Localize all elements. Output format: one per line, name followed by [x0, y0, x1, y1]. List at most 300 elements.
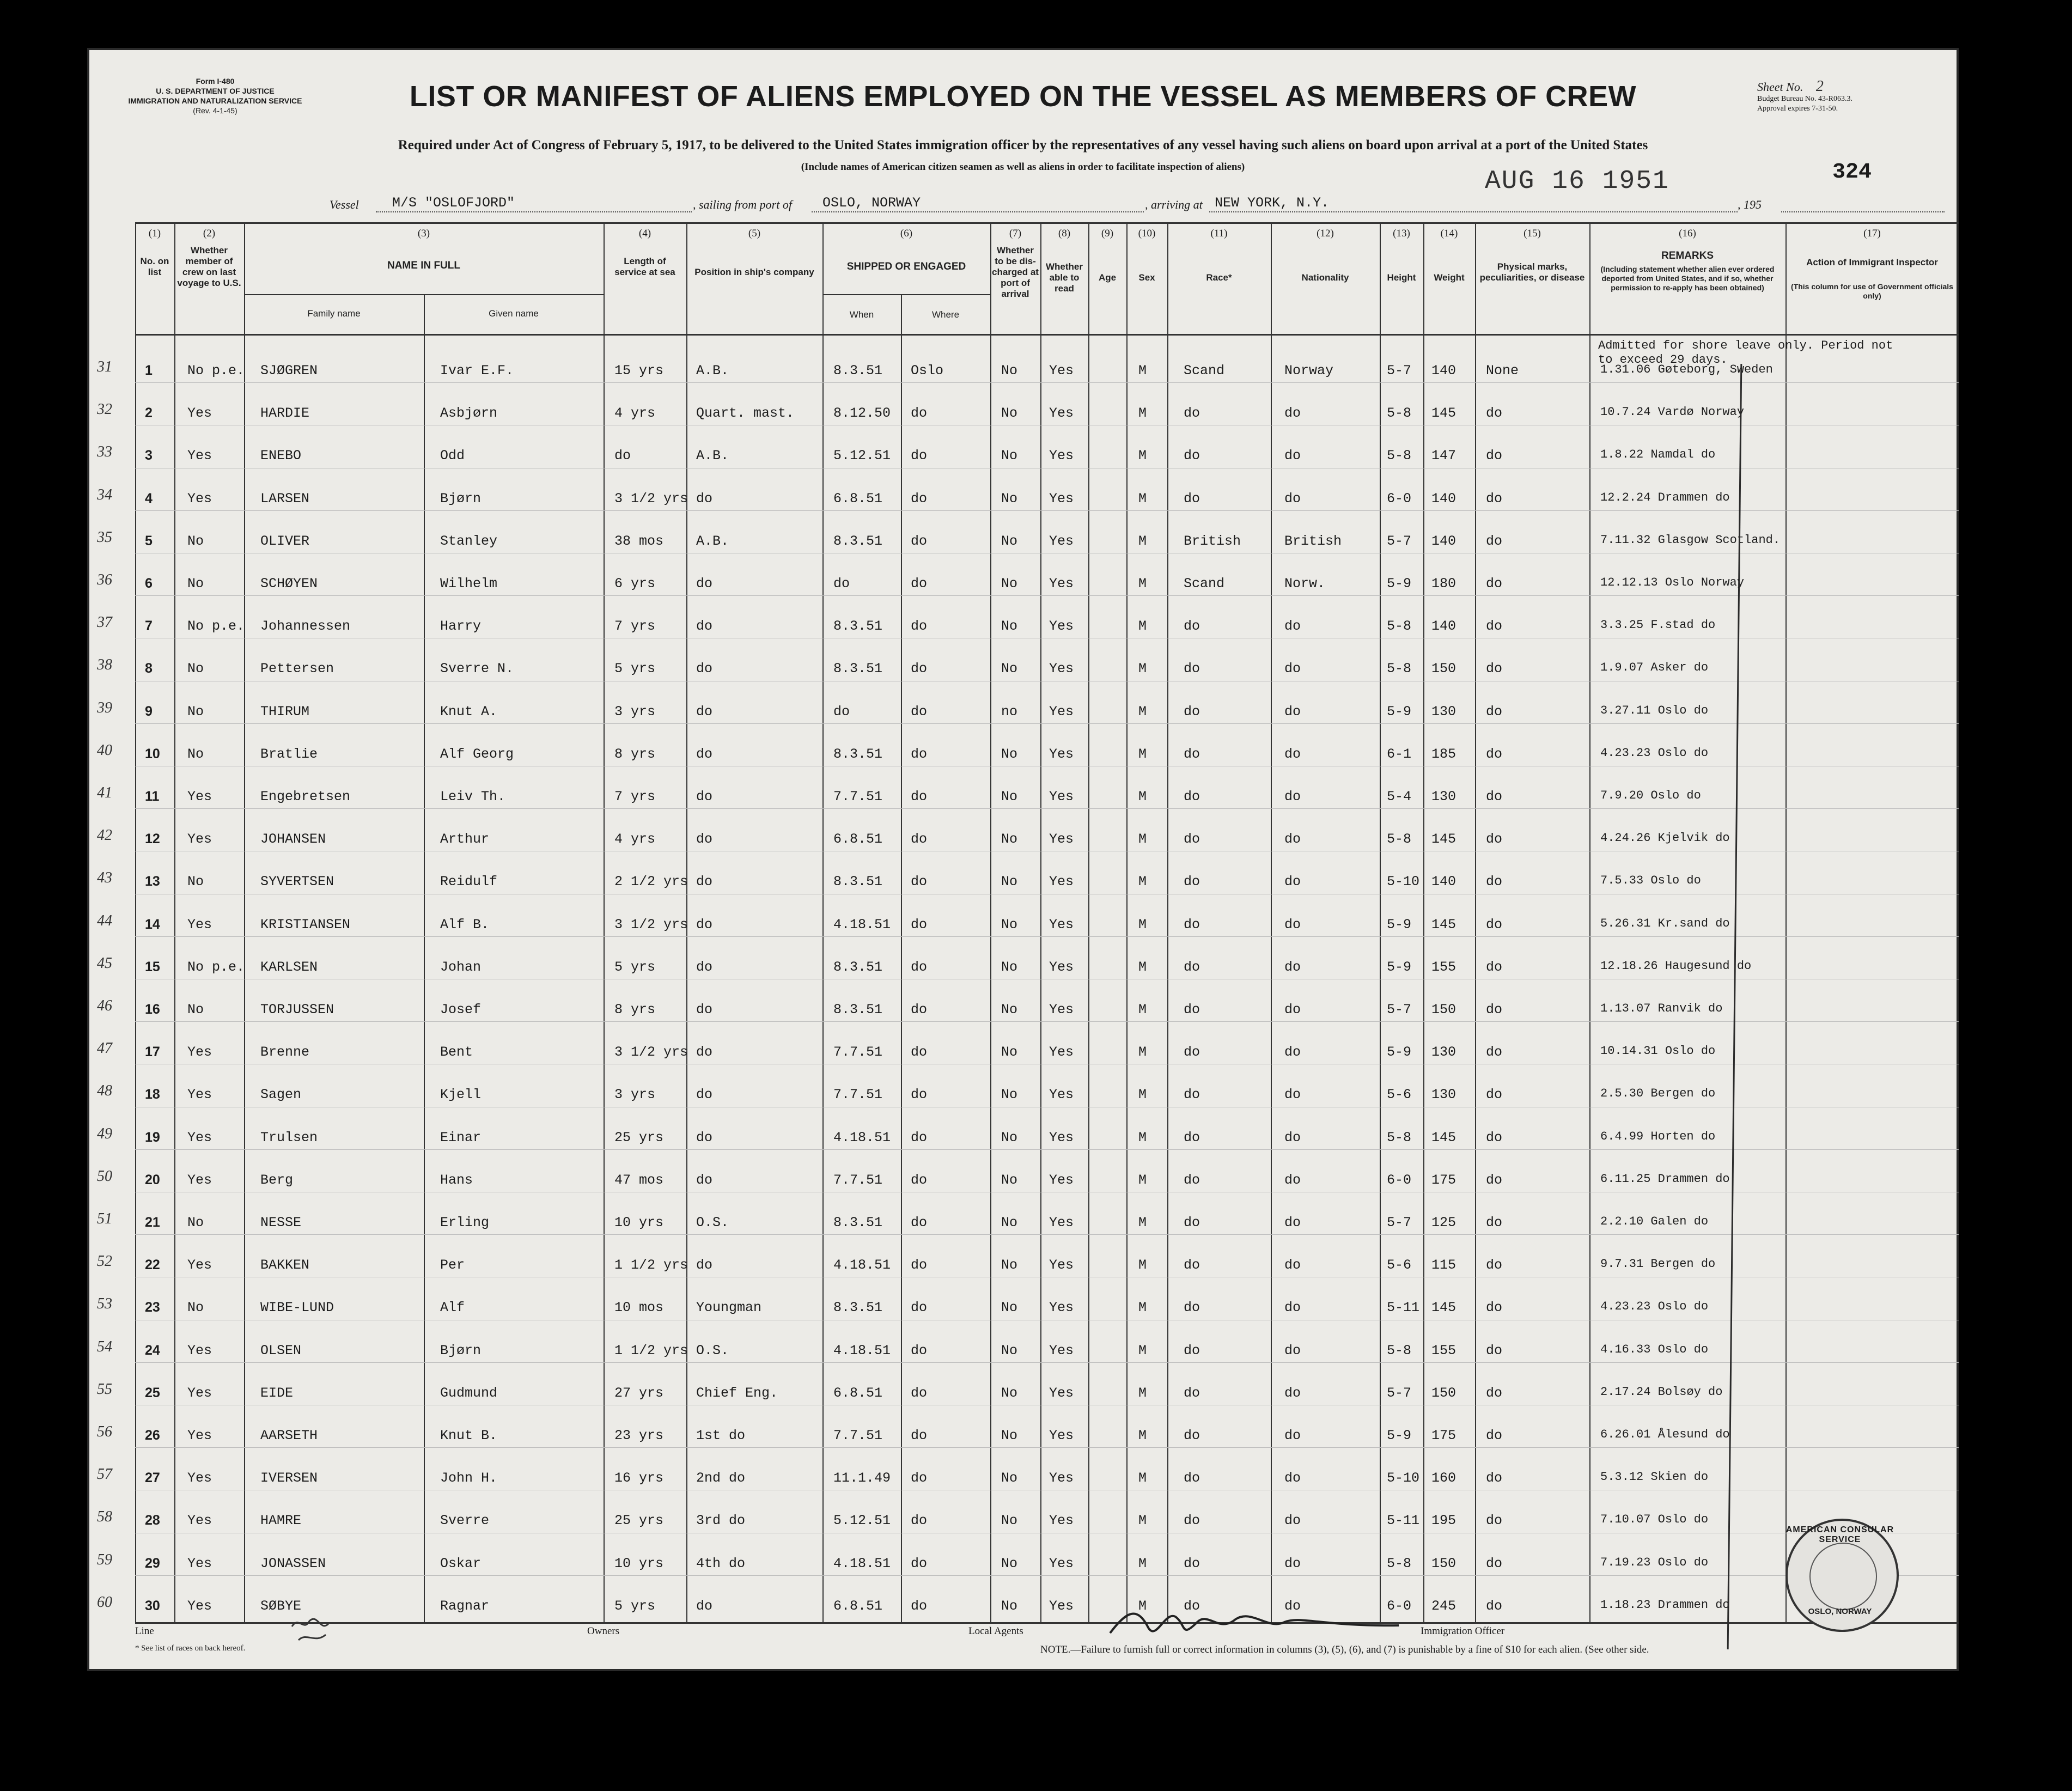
sailing-label: , sailing from port of	[693, 198, 792, 211]
shipped-when: 8.3.51	[833, 874, 883, 890]
col17-label: Action of Immigrant Inspector	[1806, 257, 1938, 267]
shipped-where: do	[911, 1513, 928, 1529]
race: do	[1184, 1044, 1200, 1061]
line-number: 51	[97, 1210, 112, 1227]
family-name: Bratlie	[260, 746, 318, 762]
position: do	[696, 1257, 713, 1274]
given-name: Bjørn	[440, 490, 482, 507]
shipped-where: do	[911, 959, 928, 975]
physical-marks: do	[1486, 1513, 1503, 1529]
line-number: 60	[97, 1593, 112, 1611]
given-name: Stanley	[440, 533, 498, 549]
row-divider	[135, 1234, 1959, 1235]
crew-last-voyage: No	[187, 533, 204, 549]
nationality: do	[1284, 448, 1301, 464]
sex: M	[1138, 1257, 1147, 1274]
able-to-read: Yes	[1049, 1342, 1074, 1359]
col3-num: (3)	[417, 228, 430, 239]
col10-num: (10)	[1138, 228, 1156, 239]
race: do	[1184, 831, 1200, 848]
able-to-read: Yes	[1049, 1215, 1074, 1230]
given-name: Bent	[440, 1044, 473, 1061]
able-to-read: Yes	[1049, 661, 1074, 677]
col16-note: (Including statement whether alien ever ordered deported from United States, and if so, whether permission to re-apply has been obtained)	[1600, 265, 1775, 292]
remarks: 6.4.99 Horten do	[1600, 1129, 1716, 1143]
col12-num: (12)	[1317, 228, 1334, 239]
position: do	[696, 618, 713, 635]
physical-marks: do	[1486, 703, 1503, 720]
document-title: LIST OR MANIFEST OF ALIENS EMPLOYED ON THE VESSEL AS MEMBERS OF CREW	[409, 80, 1637, 113]
agents-label: Local Agents	[968, 1625, 1023, 1637]
sex: M	[1138, 1044, 1147, 1061]
sex: M	[1138, 405, 1147, 422]
sailing-port: OSLO, NORWAY	[822, 195, 921, 211]
remarks: 1.9.07 Asker do	[1600, 661, 1709, 675]
remarks: 7.19.23 Oslo do	[1600, 1555, 1709, 1569]
crew-last-voyage: No p.e.	[187, 959, 245, 975]
position: do	[696, 1087, 713, 1103]
list-number: 13	[145, 874, 160, 890]
sex: M	[1138, 1087, 1147, 1103]
family-name-header: Family name	[307, 308, 361, 319]
crew-last-voyage: Yes	[187, 1428, 212, 1443]
col7-label: Whether to be dis-charged at port of arrival	[992, 245, 1039, 299]
physical-marks: do	[1486, 789, 1503, 805]
family-name: AARSETH	[260, 1428, 318, 1443]
line-label: Line	[135, 1625, 154, 1637]
shipped-where: do	[911, 661, 928, 677]
col1-num: (1)	[148, 228, 161, 239]
line-number: 45	[97, 954, 112, 972]
shipped-when: 8.3.51	[833, 618, 883, 635]
able-to-read: Yes	[1049, 789, 1074, 805]
height: 5-6	[1387, 1087, 1412, 1103]
physical-marks: do	[1486, 490, 1503, 507]
line-number: 40	[97, 741, 112, 759]
crew-last-voyage: Yes	[187, 1342, 212, 1359]
remarks: 2.17.24 Bolsøy do	[1600, 1385, 1723, 1399]
weight: 130	[1431, 1044, 1457, 1061]
able-to-read: Yes	[1049, 1087, 1074, 1103]
col11-label: Race*	[1206, 272, 1232, 283]
service-length: 1 1/2 yrs	[614, 1257, 688, 1274]
col2-label: Whether member of crew on last voyage to U.S.	[177, 245, 241, 288]
remarks: 4.23.23 Oslo do	[1600, 1300, 1709, 1314]
given-name: Erling	[440, 1215, 490, 1230]
family-name: JONASSEN	[260, 1555, 326, 1571]
able-to-read: Yes	[1049, 746, 1074, 762]
family-name: KARLSEN	[260, 959, 318, 975]
line-number: 31	[97, 358, 112, 375]
shipped-where: do	[911, 1257, 928, 1274]
col17-note: (This column for use of Government officials only)	[1791, 282, 1953, 300]
col11-num: (11)	[1210, 228, 1228, 239]
list-number: 28	[145, 1513, 160, 1528]
able-to-read: Yes	[1049, 874, 1074, 890]
able-to-read: Yes	[1049, 916, 1074, 933]
weight: 145	[1431, 1129, 1457, 1146]
remarks: 7.10.07 Oslo do	[1600, 1513, 1709, 1527]
family-name: Brenne	[260, 1044, 310, 1061]
weight: 175	[1431, 1172, 1457, 1188]
list-number: 17	[145, 1044, 160, 1060]
given-name-header: Given name	[489, 308, 539, 319]
sex: M	[1138, 533, 1147, 549]
able-to-read: Yes	[1049, 405, 1074, 422]
arriving-port: NEW YORK, N.Y.	[1215, 195, 1330, 211]
given-name: Alf	[440, 1300, 465, 1316]
service-length: 6 yrs	[614, 576, 656, 592]
family-name: Johannessen	[260, 618, 351, 635]
remarks: 10.14.31 Oslo do	[1600, 1044, 1716, 1058]
crew-last-voyage: No	[187, 1300, 204, 1316]
family-name: Engebretsen	[260, 789, 351, 805]
discharged: No	[1001, 1215, 1018, 1230]
sex: M	[1138, 789, 1147, 805]
height: 5-8	[1387, 1342, 1412, 1359]
line-number: 50	[97, 1167, 112, 1185]
position: A.B.	[696, 448, 729, 464]
given-name: Reidulf	[440, 874, 498, 890]
sheet-label: Sheet No.	[1757, 80, 1803, 94]
race: do	[1184, 1470, 1200, 1487]
shipped-when: 6.8.51	[833, 490, 883, 507]
family-name: ENEBO	[260, 448, 302, 464]
line-number: 56	[97, 1423, 112, 1440]
service-length: 5 yrs	[614, 1598, 656, 1614]
remarks: 4.16.33 Oslo do	[1600, 1342, 1709, 1356]
sex: M	[1138, 1300, 1147, 1316]
row-divider	[135, 1362, 1959, 1363]
sex: M	[1138, 746, 1147, 762]
col8-label: Whether able to read	[1046, 261, 1083, 294]
revision: (Rev. 4-1-45)	[193, 106, 237, 115]
able-to-read: Yes	[1049, 1172, 1074, 1188]
list-number: 20	[145, 1172, 160, 1187]
given-name: Leiv Th.	[440, 789, 506, 805]
remarks: 7.11.32 Glasgow Scotland.	[1600, 533, 1781, 547]
crew-last-voyage: No p.e.	[187, 618, 245, 635]
list-number: 7	[145, 618, 153, 634]
height: 6-0	[1387, 1598, 1412, 1614]
race: do	[1184, 1300, 1200, 1316]
able-to-read: Yes	[1049, 1470, 1074, 1487]
service-length: 3 1/2 yrs	[614, 490, 688, 507]
manifest-sheet	[87, 48, 1959, 1671]
owners-label: Owners	[587, 1625, 620, 1637]
line-number: 38	[97, 656, 112, 674]
row-divider	[135, 936, 1959, 937]
vessel-label: Vessel	[330, 198, 359, 211]
seal-top-text: AMERICAN CONSULAR SERVICE	[1785, 1525, 1894, 1544]
line-number: 39	[97, 699, 112, 716]
service-length: 10 mos	[614, 1300, 664, 1316]
col5-num: (5)	[748, 228, 761, 239]
physical-marks: do	[1486, 1428, 1503, 1443]
col4-num: (4)	[638, 228, 651, 239]
subtitle-note: (Include names of American citizen seamen as well as aliens in order to facilitate inspection of aliens)	[801, 161, 1245, 173]
family-name: Sagen	[260, 1087, 302, 1103]
line-number: 36	[97, 571, 112, 588]
service-length: 5 yrs	[614, 959, 656, 975]
shipped-where: do	[911, 1342, 928, 1359]
crew-last-voyage: Yes	[187, 1257, 212, 1274]
crew-last-voyage: No	[187, 1215, 204, 1230]
weight: 160	[1431, 1470, 1457, 1487]
page-number: 324	[1832, 160, 1872, 185]
physical-marks: do	[1486, 533, 1503, 549]
physical-marks: None	[1486, 363, 1519, 379]
height: 5-9	[1387, 703, 1412, 720]
subtitle: Required under Act of Congress of February 5, 1917, to be delivered to the United States immigration officer by the representatives of any vessel having such aliens on board upon arrival at a port of the United States	[398, 138, 1648, 153]
sex: M	[1138, 1428, 1147, 1443]
weight: 195	[1431, 1513, 1457, 1529]
service-length: 25 yrs	[614, 1129, 664, 1146]
list-number: 21	[145, 1215, 160, 1230]
crew-last-voyage: Yes	[187, 490, 212, 507]
discharged: No	[1001, 405, 1018, 422]
seal-bottom-text: OSLO, NORWAY	[1808, 1607, 1872, 1616]
physical-marks: do	[1486, 1172, 1503, 1188]
height: 5-4	[1387, 789, 1412, 805]
discharged: No	[1001, 490, 1018, 507]
nationality: do	[1284, 746, 1301, 762]
height: 5-10	[1387, 874, 1420, 890]
nationality: do	[1284, 1470, 1301, 1487]
discharged: No	[1001, 1513, 1018, 1529]
remarks: 5.26.31 Kr.sand do	[1600, 916, 1730, 930]
position: do	[696, 1172, 713, 1188]
given-name: Hans	[440, 1172, 473, 1188]
shipped-when: 8.3.51	[833, 661, 883, 677]
signature	[1105, 1600, 1410, 1649]
height: 5-7	[1387, 1002, 1412, 1018]
weight: 180	[1431, 576, 1457, 592]
shipped-when: 8.3.51	[833, 533, 883, 549]
race: do	[1184, 618, 1200, 635]
line-number: 37	[97, 614, 112, 631]
row-divider	[135, 808, 1959, 809]
shipped-when-header: When	[849, 309, 874, 320]
physical-marks: do	[1486, 448, 1503, 464]
crew-last-voyage: Yes	[187, 1129, 212, 1146]
weight: 115	[1431, 1257, 1457, 1274]
shipped-when: 4.18.51	[833, 1555, 891, 1571]
discharged: No	[1001, 1598, 1018, 1614]
line-number: 52	[97, 1253, 112, 1270]
line-number: 49	[97, 1125, 112, 1142]
given-name: Alf Georg	[440, 746, 514, 762]
family-name: BAKKEN	[260, 1257, 310, 1274]
shipped-when: 4.18.51	[833, 1129, 891, 1146]
able-to-read: Yes	[1049, 533, 1074, 549]
line-number: 43	[97, 869, 112, 887]
weight: 147	[1431, 448, 1457, 464]
weight: 175	[1431, 1428, 1457, 1443]
weight: 155	[1431, 1342, 1457, 1359]
discharged: No	[1001, 1470, 1018, 1487]
discharged: No	[1001, 1385, 1018, 1401]
height: 5-9	[1387, 1428, 1412, 1443]
shipped-when: 8.3.51	[833, 959, 883, 975]
nationality: do	[1284, 1300, 1301, 1316]
shipped-when: 4.18.51	[833, 916, 891, 933]
family-name: THIRUM	[260, 703, 310, 720]
position: do	[696, 746, 713, 762]
nationality: do	[1284, 1513, 1301, 1529]
line-number: 59	[97, 1551, 112, 1568]
physical-marks: do	[1486, 1257, 1503, 1274]
col6-label: SHIPPED OR ENGAGED	[846, 261, 966, 272]
col12-label: Nationality	[1301, 272, 1349, 283]
date-stamp: AUG 16 1951	[1485, 167, 1669, 196]
vessel-name: M/S "OSLOFJORD"	[392, 195, 515, 211]
shipped-when: 4.18.51	[833, 1342, 891, 1359]
shipped-where: do	[911, 1428, 928, 1443]
shipped-when: 5.12.51	[833, 448, 891, 464]
service-length: 10 yrs	[614, 1215, 664, 1230]
weight: 155	[1431, 959, 1457, 975]
height: 5-7	[1387, 1385, 1412, 1401]
race: Scand	[1184, 363, 1225, 379]
sex: M	[1138, 916, 1147, 933]
service-length: 3 yrs	[614, 703, 656, 720]
discharged: No	[1001, 1172, 1018, 1188]
list-number: 11	[145, 789, 160, 804]
discharged: No	[1001, 1002, 1018, 1018]
remarks: 1.18.23 Drammen do	[1600, 1598, 1730, 1612]
sex: M	[1138, 1129, 1147, 1146]
physical-marks: do	[1486, 618, 1503, 635]
crew-last-voyage: No p.e.	[187, 363, 245, 379]
remarks: 3.27.11 Oslo do	[1600, 703, 1709, 717]
height: 5-7	[1387, 363, 1412, 379]
given-name: Ragnar	[440, 1598, 490, 1614]
race: do	[1184, 1172, 1200, 1188]
given-name: Johan	[440, 959, 482, 975]
remarks: 5.3.12 Skien do	[1600, 1470, 1709, 1484]
crew-last-voyage: Yes	[187, 916, 212, 933]
race: do	[1184, 1215, 1200, 1230]
shipped-when: 7.7.51	[833, 1087, 883, 1103]
shipped-where: do	[911, 1598, 928, 1614]
race: do	[1184, 959, 1200, 975]
shore-leave-note: Admitted for shore leave only. Period not to exceed 29 days.	[1598, 339, 1893, 367]
race: do	[1184, 789, 1200, 805]
given-name: Kjell	[440, 1087, 482, 1103]
nationality: do	[1284, 1428, 1301, 1443]
able-to-read: Yes	[1049, 831, 1074, 848]
position: A.B.	[696, 533, 729, 549]
given-name: Harry	[440, 618, 482, 635]
position: 2nd do	[696, 1470, 746, 1487]
service-length: 3 1/2 yrs	[614, 916, 688, 933]
weight: 140	[1431, 490, 1457, 507]
col15-num: (15)	[1523, 228, 1541, 239]
remarks: 3.3.25 F.stad do	[1600, 618, 1716, 632]
position: do	[696, 916, 713, 933]
crew-table	[97, 222, 1959, 1622]
discharged: No	[1001, 1087, 1018, 1103]
able-to-read: Yes	[1049, 1002, 1074, 1018]
col7-num: (7)	[1009, 228, 1022, 239]
remarks: 9.7.31 Bergen do	[1600, 1257, 1716, 1271]
service-length: 2 1/2 yrs	[614, 874, 688, 890]
height: 5-11	[1387, 1300, 1420, 1316]
list-number: 16	[145, 1002, 160, 1017]
list-number: 6	[145, 576, 153, 591]
sex: M	[1138, 1470, 1147, 1487]
sheet-info	[1757, 78, 1942, 114]
nationality: do	[1284, 789, 1301, 805]
approval-expiry: Approval expires 7-31-50.	[1757, 105, 1838, 113]
race: do	[1184, 874, 1200, 890]
col5-label: Position in ship's company	[694, 267, 814, 277]
family-name: OLIVER	[260, 533, 310, 549]
shipped-where: do	[911, 789, 928, 805]
discharged: No	[1001, 618, 1018, 635]
list-number: 30	[145, 1598, 160, 1613]
line-number: 54	[97, 1338, 112, 1355]
race: do	[1184, 1385, 1200, 1401]
height: 5-7	[1387, 533, 1412, 549]
nationality: British	[1284, 533, 1342, 549]
list-number: 1	[145, 363, 153, 378]
family-name: SCHØYEN	[260, 576, 318, 592]
remarks: 1.8.22 Namdal do	[1600, 448, 1716, 462]
physical-marks: do	[1486, 405, 1503, 422]
nationality: do	[1284, 1385, 1301, 1401]
crew-last-voyage: Yes	[187, 1470, 212, 1487]
nationality: do	[1284, 874, 1301, 890]
physical-marks: do	[1486, 1470, 1503, 1487]
service-length: 25 yrs	[614, 1513, 664, 1529]
height: 5-8	[1387, 831, 1412, 848]
shipped-where: do	[911, 405, 928, 422]
nationality: Norway	[1284, 363, 1334, 379]
family-name: Berg	[260, 1172, 294, 1188]
col17-num: (17)	[1863, 228, 1881, 239]
shipped-where: do	[911, 1470, 928, 1487]
race: do	[1184, 490, 1200, 507]
discharged: No	[1001, 533, 1018, 549]
crew-last-voyage: No	[187, 661, 204, 677]
discharged: No	[1001, 1428, 1018, 1443]
list-number: 4	[145, 490, 153, 506]
able-to-read: Yes	[1049, 448, 1074, 464]
crew-last-voyage: Yes	[187, 1087, 212, 1103]
sex: M	[1138, 1342, 1147, 1359]
race: Scand	[1184, 576, 1225, 592]
row-divider	[135, 1149, 1959, 1150]
list-number: 9	[145, 703, 153, 719]
discharged: No	[1001, 916, 1018, 933]
physical-marks: do	[1486, 959, 1503, 975]
service-length: 15 yrs	[614, 363, 664, 379]
weight: 140	[1431, 533, 1457, 549]
discharged: No	[1001, 789, 1018, 805]
col16-num: (16)	[1679, 228, 1696, 239]
given-name: Alf B.	[440, 916, 490, 933]
line-number: 55	[97, 1380, 112, 1398]
sex: M	[1138, 874, 1147, 890]
physical-marks: do	[1486, 1598, 1503, 1614]
able-to-read: Yes	[1049, 363, 1074, 379]
position: Youngman	[696, 1300, 762, 1316]
weight: 140	[1431, 618, 1457, 635]
col14-num: (14)	[1440, 228, 1458, 239]
col15-label: Physical marks, peculiarities, or disease	[1479, 261, 1585, 283]
